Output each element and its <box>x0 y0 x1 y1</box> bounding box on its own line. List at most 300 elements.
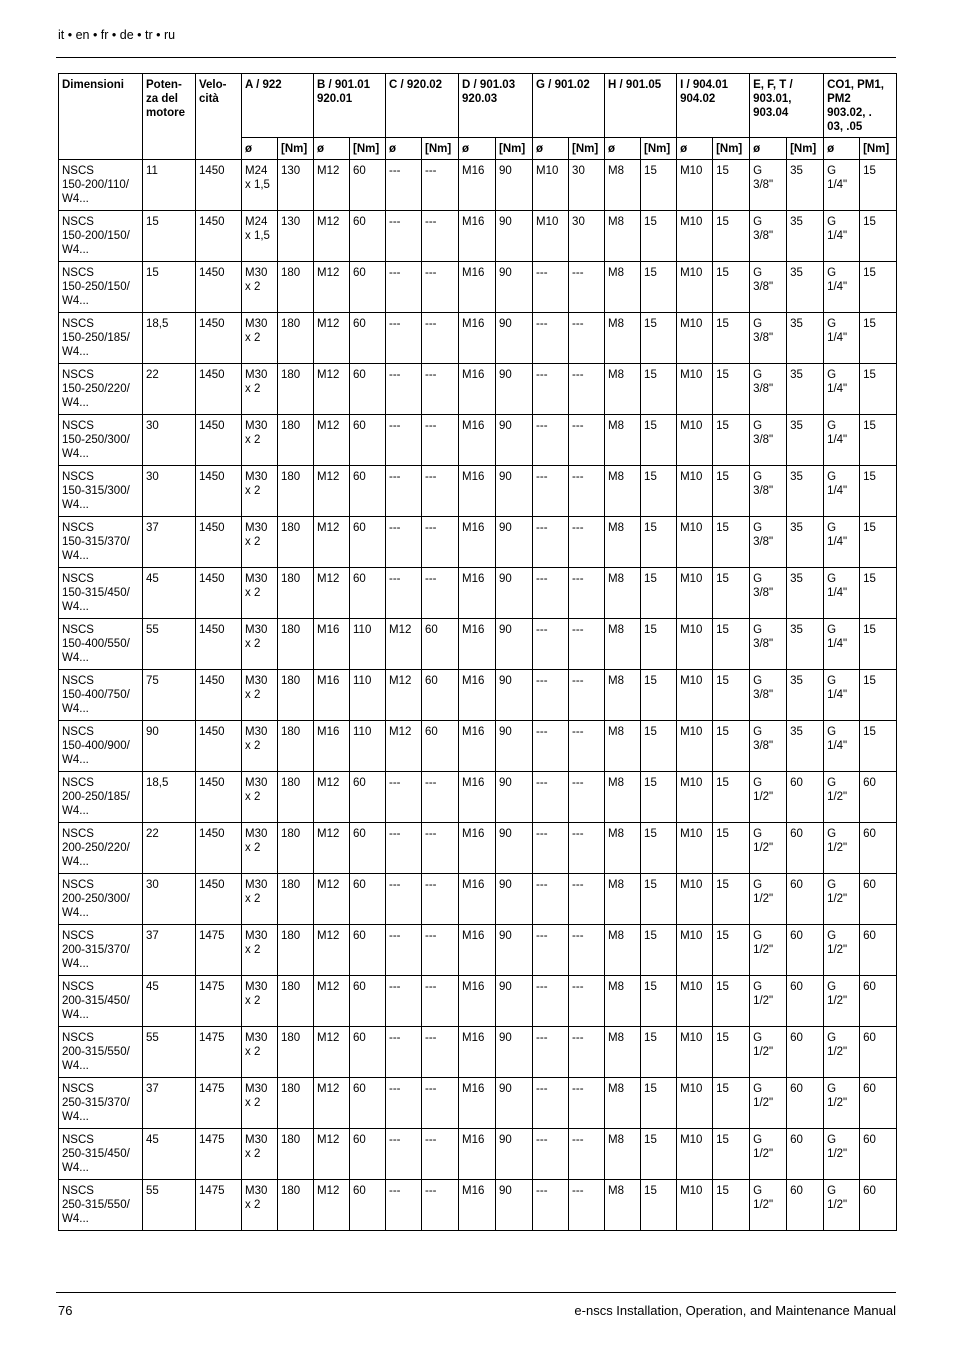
table-cell <box>569 313 605 364</box>
table-cell <box>569 925 605 976</box>
table-cell <box>787 1078 824 1129</box>
cell-text: 15 <box>716 522 729 534</box>
table-cell <box>278 211 314 262</box>
cell-text: M10 <box>680 879 703 891</box>
table-cell <box>196 568 242 619</box>
cell-text: G <box>753 369 763 381</box>
table-cell <box>143 415 196 466</box>
table-cell <box>59 364 143 415</box>
cell-text: --- <box>536 573 548 585</box>
cell-text: --- <box>572 879 584 891</box>
cell-text: --- <box>425 216 437 228</box>
column-header <box>386 74 459 138</box>
column-header <box>196 74 242 160</box>
table-cell <box>605 415 641 466</box>
table-cell <box>677 211 713 262</box>
cell-text: --- <box>389 420 401 432</box>
table-cell <box>143 517 196 568</box>
table-cell <box>496 568 533 619</box>
table-cell <box>314 772 350 823</box>
cell-text: M10 <box>680 420 703 432</box>
table-cell <box>824 721 860 772</box>
table-cell <box>143 670 196 721</box>
table-cell <box>605 976 641 1027</box>
cell-text: 60 <box>425 726 438 738</box>
table-cell <box>278 262 314 313</box>
cell-text: M12 <box>317 930 340 942</box>
table-cell <box>533 211 569 262</box>
cell-text: 30 <box>572 216 585 228</box>
cell-text: 60 <box>353 165 366 177</box>
cell-text: 15 <box>716 675 729 687</box>
cell-text: G <box>827 216 837 228</box>
cell-text: 90 <box>499 726 512 738</box>
cell-text: 130 <box>281 165 301 177</box>
table-cell <box>569 823 605 874</box>
table-cell <box>860 976 897 1027</box>
table-cell <box>196 160 242 211</box>
table-cell <box>750 1078 787 1129</box>
table-cell <box>496 1129 533 1180</box>
cell-text: G <box>827 369 837 381</box>
table-cell <box>350 262 386 313</box>
table-cell <box>824 364 860 415</box>
cell-text: M30 <box>245 777 268 789</box>
table-cell <box>787 670 824 721</box>
cell-text: 15 <box>644 675 657 687</box>
table-cell <box>314 619 350 670</box>
table-cell <box>750 517 787 568</box>
column-header <box>459 74 533 138</box>
table-cell <box>422 364 459 415</box>
table-cell <box>496 619 533 670</box>
table-cell <box>422 772 459 823</box>
table-cell <box>533 466 569 517</box>
table-cell <box>350 211 386 262</box>
cell-text: 37 <box>146 930 159 942</box>
cell-text: M8 <box>608 1032 625 1044</box>
table-cell <box>713 772 750 823</box>
cell-text: G <box>753 828 763 840</box>
table-cell <box>386 364 422 415</box>
table-cell <box>713 721 750 772</box>
cell-text: 1/2" <box>753 944 774 956</box>
table-cell <box>605 1129 641 1180</box>
table-cell <box>496 1078 533 1129</box>
cell-text: 250-315/370/ <box>62 1097 130 1109</box>
table-cell <box>314 1180 350 1231</box>
table-cell <box>824 262 860 313</box>
cell-text: 1475 <box>199 1032 225 1044</box>
table-cell <box>314 823 350 874</box>
cell-text: 35 <box>790 675 803 687</box>
cell-text: M10 <box>680 828 703 840</box>
cell-text: M30 <box>245 369 268 381</box>
cell-text: 90 <box>499 420 512 432</box>
diameter-subheader: ø <box>533 138 569 160</box>
table-cell <box>787 313 824 364</box>
column-header <box>605 74 677 138</box>
table-cell <box>314 976 350 1027</box>
cell-text: M8 <box>608 267 625 279</box>
table-cell <box>350 415 386 466</box>
cell-text: x 2 <box>245 944 261 956</box>
cell-text: 180 <box>281 726 301 738</box>
cell-text: M8 <box>608 165 625 177</box>
table-cell <box>459 1078 496 1129</box>
table-cell <box>677 517 713 568</box>
table-cell <box>278 925 314 976</box>
table-cell <box>677 772 713 823</box>
cell-text: M8 <box>608 777 625 789</box>
table-cell <box>677 568 713 619</box>
table-cell <box>677 466 713 517</box>
cell-text: 15 <box>863 573 876 585</box>
cell-text: W4... <box>62 652 89 664</box>
table-cell <box>196 364 242 415</box>
table-cell <box>278 313 314 364</box>
table-cell <box>787 1129 824 1180</box>
cell-text: x 2 <box>245 281 261 293</box>
table-cell <box>533 313 569 364</box>
table-cell <box>677 670 713 721</box>
cell-text: --- <box>389 318 401 330</box>
cell-text: 3/8" <box>753 587 774 599</box>
table-cell <box>533 415 569 466</box>
cell-text: 30 <box>146 879 159 891</box>
table-cell <box>314 415 350 466</box>
table-cell <box>350 568 386 619</box>
cell-text: 3/8" <box>753 179 774 191</box>
cell-text: 150-315/370/ <box>62 536 130 548</box>
cell-text: M12 <box>317 828 340 840</box>
table-cell <box>422 160 459 211</box>
table-cell <box>143 211 196 262</box>
cell-text: 60 <box>353 573 366 585</box>
cell-text: NSCS <box>62 1083 94 1095</box>
table-cell <box>196 619 242 670</box>
cell-text: --- <box>572 675 584 687</box>
manual-title: e-nscs Installation, Operation, and Maintenance Manual <box>574 1303 896 1318</box>
cell-text: W4... <box>62 1111 89 1123</box>
cell-text: G <box>827 1083 837 1095</box>
table-cell <box>196 211 242 262</box>
table-cell <box>278 772 314 823</box>
table-cell <box>787 874 824 925</box>
table-row <box>59 874 897 925</box>
table-cell <box>569 517 605 568</box>
table-cell <box>350 772 386 823</box>
cell-text: G <box>827 318 837 330</box>
table-cell <box>350 160 386 211</box>
table-cell <box>143 364 196 415</box>
cell-text: 1/2" <box>827 1046 848 1058</box>
cell-text: M30 <box>245 1134 268 1146</box>
table-cell <box>459 619 496 670</box>
cell-text: M10 <box>680 1032 703 1044</box>
cell-text: 35 <box>790 318 803 330</box>
cell-text: x 2 <box>245 383 261 395</box>
table-cell <box>386 1078 422 1129</box>
cell-text: 15 <box>863 216 876 228</box>
table-cell <box>59 568 143 619</box>
cell-text: 15 <box>146 216 159 228</box>
table-row <box>59 415 897 466</box>
cell-text: --- <box>389 777 401 789</box>
cell-text: G <box>827 624 837 636</box>
cell-text: 60 <box>863 1134 876 1146</box>
cell-text: 60 <box>353 267 366 279</box>
table-cell <box>242 772 278 823</box>
cell-text: M16 <box>462 1083 485 1095</box>
table-cell <box>386 874 422 925</box>
table-row <box>59 925 897 976</box>
table-cell <box>278 1078 314 1129</box>
cell-text: 15 <box>716 1032 729 1044</box>
cell-text: 180 <box>281 930 301 942</box>
table-cell <box>459 1129 496 1180</box>
cell-text: x 2 <box>245 587 261 599</box>
table-cell <box>59 313 143 364</box>
cell-text: C / 920.02 <box>389 79 443 91</box>
cell-text: E, F, T / <box>753 79 793 91</box>
table-cell <box>459 772 496 823</box>
cell-text: 90 <box>499 471 512 483</box>
cell-text: M8 <box>608 216 625 228</box>
cell-text: 15 <box>644 471 657 483</box>
table-cell <box>59 1078 143 1129</box>
table-cell <box>496 364 533 415</box>
cell-text: 15 <box>644 624 657 636</box>
cell-text: 90 <box>146 726 159 738</box>
table-cell <box>242 262 278 313</box>
cell-text: M10 <box>680 726 703 738</box>
table-cell <box>533 1027 569 1078</box>
cell-text: M30 <box>245 1032 268 1044</box>
table-cell <box>787 160 824 211</box>
cell-text: M30 <box>245 675 268 687</box>
cell-text: --- <box>536 1032 548 1044</box>
table-cell <box>386 211 422 262</box>
table-cell <box>569 1027 605 1078</box>
cell-text: M30 <box>245 828 268 840</box>
cell-text: 3/8" <box>753 638 774 650</box>
table-cell <box>713 925 750 976</box>
table-cell <box>422 823 459 874</box>
table-cell <box>422 721 459 772</box>
table-cell <box>533 925 569 976</box>
table-cell <box>278 466 314 517</box>
cell-text: 15 <box>863 369 876 381</box>
cell-text: 180 <box>281 318 301 330</box>
cell-text: 1450 <box>199 267 225 279</box>
table-cell <box>422 1027 459 1078</box>
cell-text: 3/8" <box>753 740 774 752</box>
cell-text: --- <box>572 522 584 534</box>
cell-text: --- <box>572 573 584 585</box>
cell-text: x 2 <box>245 1046 261 1058</box>
table-cell <box>350 466 386 517</box>
table-cell <box>143 160 196 211</box>
cell-text: --- <box>425 930 437 942</box>
table-cell <box>386 160 422 211</box>
table-cell <box>641 466 677 517</box>
cell-text: 35 <box>790 624 803 636</box>
table-cell <box>713 1129 750 1180</box>
table-cell <box>750 262 787 313</box>
cell-text: M30 <box>245 981 268 993</box>
table-cell <box>605 568 641 619</box>
cell-text: --- <box>572 777 584 789</box>
cell-text: za del <box>146 93 178 105</box>
table-cell <box>787 1027 824 1078</box>
table-cell <box>422 976 459 1027</box>
table-cell <box>605 619 641 670</box>
table-cell <box>750 619 787 670</box>
table-cell <box>143 1129 196 1180</box>
cell-text: M16 <box>462 624 485 636</box>
cell-text: 1/2" <box>753 1097 774 1109</box>
cell-text: 18,5 <box>146 777 169 789</box>
table-cell <box>59 1027 143 1078</box>
cell-text: M12 <box>317 1134 340 1146</box>
cell-text: M8 <box>608 675 625 687</box>
table-cell <box>824 1027 860 1078</box>
table-cell <box>569 874 605 925</box>
cell-text: 15 <box>716 1134 729 1146</box>
table-cell <box>422 925 459 976</box>
table-cell <box>386 517 422 568</box>
cell-text: --- <box>425 1083 437 1095</box>
cell-text: 35 <box>790 165 803 177</box>
table-cell <box>143 1027 196 1078</box>
cell-text: 15 <box>644 369 657 381</box>
table-cell <box>422 619 459 670</box>
table-cell <box>314 211 350 262</box>
cell-text: x 2 <box>245 1199 261 1211</box>
cell-text: --- <box>572 1032 584 1044</box>
table-cell <box>533 160 569 211</box>
table-cell <box>59 160 143 211</box>
table-cell <box>314 313 350 364</box>
table-cell <box>605 364 641 415</box>
table-cell <box>641 670 677 721</box>
cell-text: 60 <box>790 981 803 993</box>
cell-text: M30 <box>245 879 268 891</box>
table-cell <box>278 1129 314 1180</box>
cell-text: M12 <box>317 216 340 228</box>
cell-text: 15 <box>644 930 657 942</box>
cell-text: --- <box>389 267 401 279</box>
cell-text: 1/4" <box>827 230 848 242</box>
cell-text: M10 <box>680 318 703 330</box>
table-cell <box>533 772 569 823</box>
table-cell <box>459 313 496 364</box>
cell-text: 15 <box>644 267 657 279</box>
cell-text: --- <box>389 1083 401 1095</box>
cell-text: 60 <box>353 981 366 993</box>
cell-text: 60 <box>353 1185 366 1197</box>
table-cell <box>242 925 278 976</box>
table-cell <box>713 262 750 313</box>
cell-text: W4... <box>62 754 89 766</box>
cell-text: M12 <box>317 471 340 483</box>
table-cell <box>533 364 569 415</box>
table-cell <box>496 517 533 568</box>
cell-text: 15 <box>716 1083 729 1095</box>
table-cell <box>59 1180 143 1231</box>
cell-text: W4... <box>62 601 89 613</box>
cell-text: 1450 <box>199 777 225 789</box>
table-cell <box>569 670 605 721</box>
table-row <box>59 1027 897 1078</box>
cell-text: 90 <box>499 828 512 840</box>
cell-text: M8 <box>608 420 625 432</box>
table-cell <box>242 466 278 517</box>
table-cell <box>422 1180 459 1231</box>
cell-text: 15 <box>644 726 657 738</box>
cell-text: 1450 <box>199 318 225 330</box>
cell-text: 60 <box>790 930 803 942</box>
cell-text: 15 <box>644 1083 657 1095</box>
table-cell <box>533 517 569 568</box>
table-cell <box>278 1027 314 1078</box>
table-cell <box>750 976 787 1027</box>
diameter-subheader: ø <box>459 138 496 160</box>
table-cell <box>59 1129 143 1180</box>
cell-text: 60 <box>790 1134 803 1146</box>
cell-text: M16 <box>317 624 340 636</box>
cell-text: 1/4" <box>827 536 848 548</box>
cell-text: G <box>753 216 763 228</box>
table-cell <box>196 874 242 925</box>
table-cell <box>59 874 143 925</box>
diameter-subheader: ø <box>242 138 278 160</box>
cell-text: 180 <box>281 267 301 279</box>
table-cell <box>641 1180 677 1231</box>
cell-text: Dimensioni <box>62 79 124 91</box>
cell-text: 15 <box>716 471 729 483</box>
table-cell <box>824 823 860 874</box>
cell-text: 60 <box>353 318 366 330</box>
table-cell <box>750 364 787 415</box>
cell-text: M10 <box>680 267 703 279</box>
cell-text: 1475 <box>199 1134 225 1146</box>
table-cell <box>459 1180 496 1231</box>
table-cell <box>143 619 196 670</box>
table-cell <box>860 517 897 568</box>
cell-text: 1450 <box>199 522 225 534</box>
cell-text: --- <box>572 828 584 840</box>
table-cell <box>750 1129 787 1180</box>
cell-text: --- <box>389 1032 401 1044</box>
cell-text: 1475 <box>199 1185 225 1197</box>
table-cell <box>677 160 713 211</box>
table-cell <box>750 721 787 772</box>
table-cell <box>496 1180 533 1231</box>
cell-text: NSCS <box>62 471 94 483</box>
cell-text: M12 <box>317 1083 340 1095</box>
table-cell <box>196 823 242 874</box>
cell-text: 150-250/185/ <box>62 332 130 344</box>
cell-text: G <box>827 522 837 534</box>
cell-text: W4... <box>62 907 89 919</box>
cell-text: 60 <box>863 879 876 891</box>
cell-text: --- <box>389 879 401 891</box>
cell-text: 200-250/220/ <box>62 842 130 854</box>
cell-text: M10 <box>536 216 559 228</box>
cell-text: M12 <box>317 573 340 585</box>
